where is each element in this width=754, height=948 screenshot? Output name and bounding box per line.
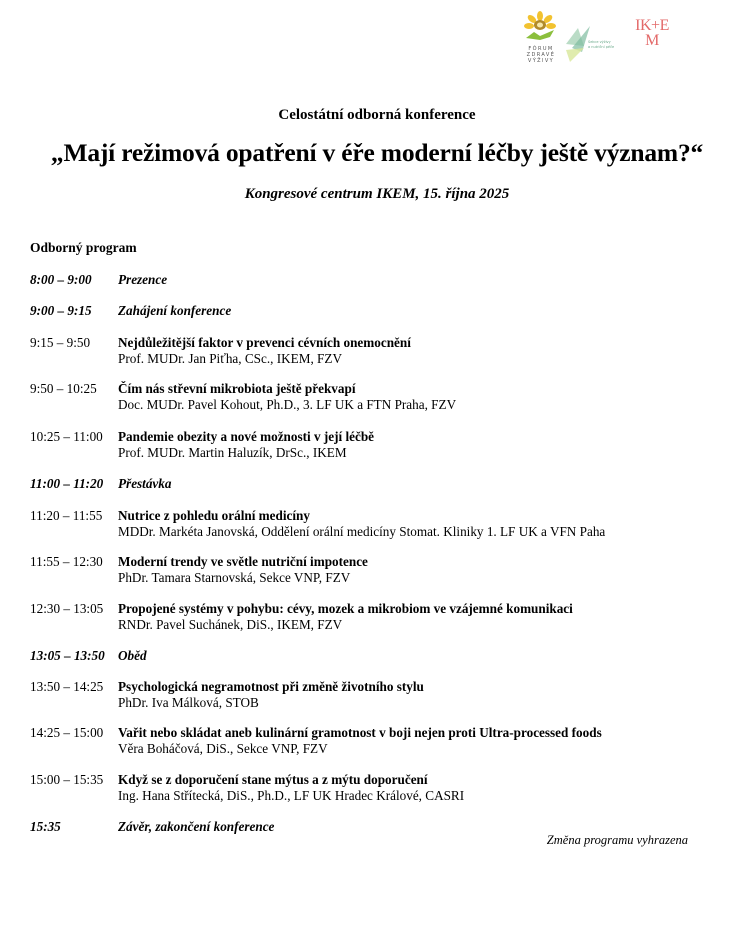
sekce-logo-text: Sekce výživy a nutriční péče	[588, 40, 615, 49]
program-item-speaker: RNDr. Pavel Suchánek, DiS., IKEM, FZV	[118, 617, 343, 632]
program-item-topic: Přestávka	[118, 476, 172, 491]
logo-strip	[520, 8, 680, 68]
program-item-speaker: PhDr. Tamara Starnovská, Sekce VNP, FZV	[118, 570, 351, 585]
program-item-time: 15:00 – 15:35	[30, 772, 104, 787]
program-item-topic: Nutrice z pohledu orální medicíny	[118, 508, 310, 523]
program-item-topic: Když se z doporučení stane mýtus a z mýtu doporučení	[118, 772, 428, 787]
program-item-speaker: Prof. MUDr. Jan Piťha, CSc., IKEM, FZV	[118, 351, 342, 366]
program-item-speaker: PhDr. Iva Málková, STOB	[118, 695, 259, 710]
forum-logo-text: FÓRUM ZDRAVÉ VÝŽIVY	[526, 46, 556, 64]
program-item-topic: Závěr, zakončení konference	[118, 819, 275, 834]
sunflower-icon	[522, 10, 558, 44]
program-item-speaker: Prof. MUDr. Martin Haluzík, DrSc., IKEM	[118, 445, 347, 460]
program-item-topic: Prezence	[118, 272, 168, 287]
program-item-topic: Zahájení konference	[118, 303, 232, 318]
ikem-logo-text: IK+E M	[635, 17, 669, 49]
conference-subtitle: Celostátní odborná konference	[278, 107, 476, 123]
sekce-vyzivy-logo	[564, 24, 624, 66]
program-item-topic: Čím nás střevní mikrobiota ještě překvapí	[118, 381, 356, 396]
program-item-time: 11:00 – 11:20	[30, 476, 104, 491]
program-change-note: Změna programu vyhrazena	[546, 833, 688, 847]
program-item-topic: Oběd	[118, 648, 147, 663]
program-item-speaker: Doc. MUDr. Pavel Kohout, Ph.D., 3. LF UK a FTN Praha, FZV	[118, 397, 457, 412]
program-item-topic: Propojené systémy v pohybu: cévy, mozek a mikrobiom ve vzájemné komunikaci	[118, 601, 573, 616]
program-item-speaker: MDDr. Markéta Janovská, Oddělení orální medicíny Stomat. Kliniky 1. LF UK a VFN Paha	[118, 524, 606, 539]
program-item-topic: Nejdůležitější faktor v prevenci cévních onemocnění	[118, 335, 411, 350]
program-item-topic: Pandemie obezity a nové možnosti v její léčbě	[118, 429, 375, 444]
program-item-time: 11:20 – 11:55	[30, 508, 103, 523]
program-item-time: 13:50 – 14:25	[30, 679, 104, 694]
program-item-time: 13:05 – 13:50	[30, 648, 105, 663]
forum-zdrave-vyzivy-logo	[522, 10, 558, 66]
conference-title: „Mají režimová opatření v éře moderní léčby ještě význam?“	[50, 138, 704, 167]
conference-venue-date: Kongresové centrum IKEM, 15. října 2025	[244, 186, 510, 202]
program-item-time: 12:30 – 13:05	[30, 601, 104, 616]
program-item-speaker: Věra Boháčová, DiS., Sekce VNP, FZV	[118, 741, 328, 756]
program-item-time: 11:55 – 12:30	[30, 554, 103, 569]
program-item-time: 9:00 – 9:15	[30, 303, 92, 318]
program-item-speaker: Ing. Hana Střítecká, DiS., Ph.D., LF UK Hradec Králové, CASRI	[118, 788, 465, 803]
program-item-time: 8:00 – 9:00	[30, 272, 92, 287]
program-item-time: 14:25 – 15:00	[30, 725, 104, 740]
program-item-time: 15:35	[30, 819, 61, 834]
program-item-time: 9:15 – 9:50	[30, 335, 91, 350]
program-item-topic: Vařit nebo skládat aneb kulinární gramotnost v boji nejen proti Ultra-processed foods	[118, 725, 602, 740]
program-item-topic: Psychologická negramotnost při změně životního stylu	[118, 679, 424, 694]
ikem-logo	[632, 18, 672, 58]
program-item-time: 9:50 – 10:25	[30, 381, 97, 396]
program-heading: Odborný program	[30, 240, 137, 255]
program-item-topic: Moderní trendy ve světle nutriční impotence	[118, 554, 368, 569]
program-item-time: 10:25 – 11:00	[30, 429, 103, 444]
